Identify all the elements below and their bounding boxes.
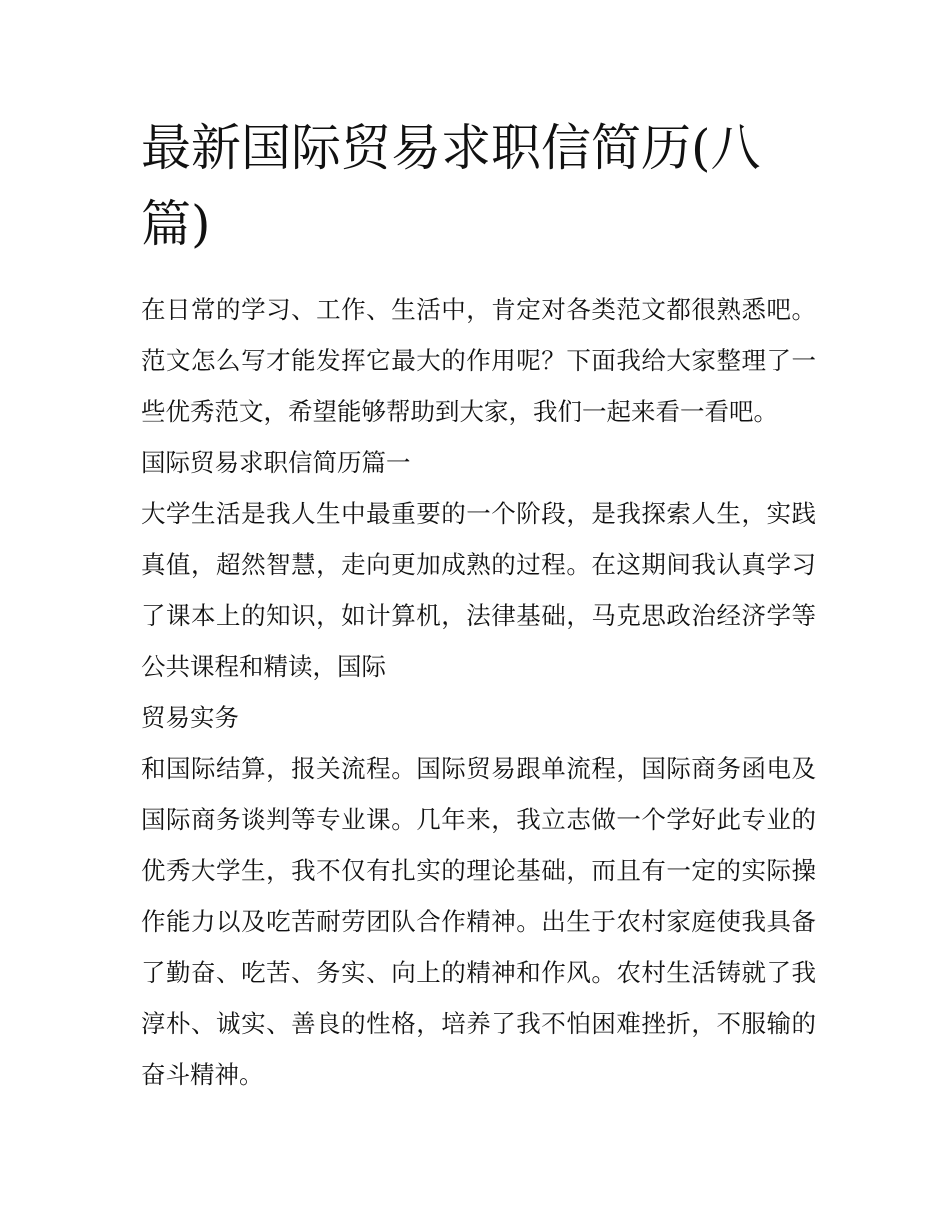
document-page — [141, 110, 816, 1100]
paragraph-1: 大学生活是我人生中最重要的一个阶段，是我探索人生，实践真值，超然智慧，走向更加成熟的过程。在这期间我认真学习了课本上的知识，如计算机，法律基础，马克思政治经济学等公共课程和精读，国际 — [141, 499, 816, 681]
course-line: 贸易实务 — [141, 703, 239, 732]
paragraph-2: 和国际结算，报关流程。国际贸易跟单流程，国际商务函电及国际商务谈判等专业课。几年来，我立志做一个学好此专业的优秀大学生，我不仅有扎实的理论基础，而且有一定的实际操作能力以及吃苦耐劳团队合作精神。出生于农村家庭使我具备了勤奋、吃苦、务实、向上的精神和作风。农村生活铸就了我淳朴、诚实、善良的性格，培养了我不怕困难挫折，不服输的奋斗精神。 — [141, 754, 816, 1089]
section-heading: 国际贸易求职信简历篇一 — [141, 448, 411, 477]
intro-paragraph: 在日常的学习、工作、生活中，肯定对各类范文都很熟悉吧。范文怎么写才能发挥它最大的作用呢？下面我给大家整理了一些优秀范文，希望能够帮助到大家，我们一起来看一看吧。 — [141, 295, 816, 426]
document-title: 最新国际贸易求职信简历(八篇) — [141, 119, 761, 253]
